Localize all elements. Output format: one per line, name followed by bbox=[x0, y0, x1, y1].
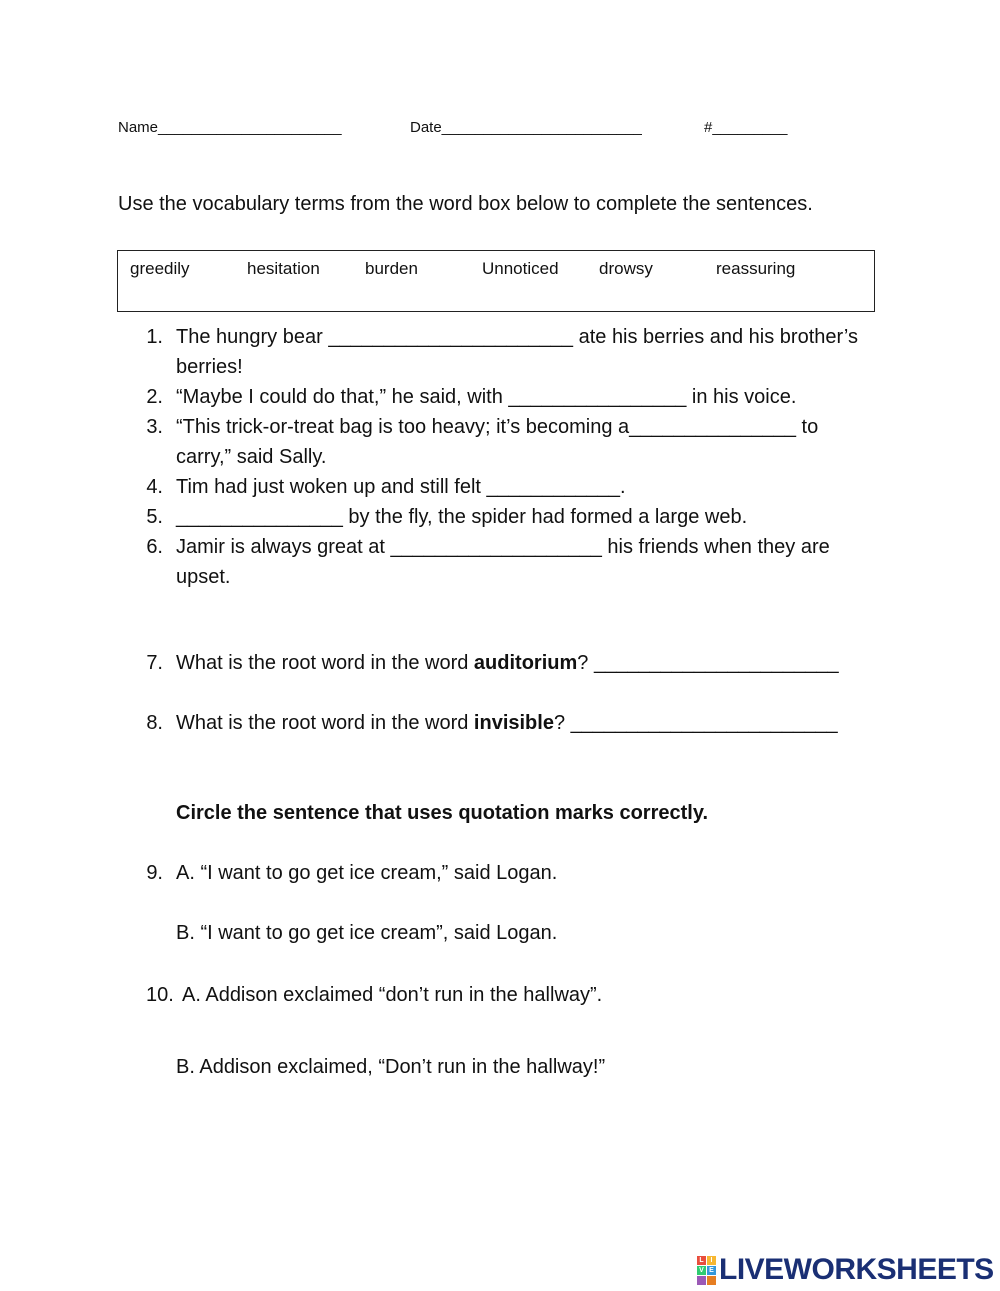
root-word: invisible bbox=[473, 712, 554, 734]
instructions: Use the vocabulary terms from the word box below to complete the sentences. bbox=[118, 193, 813, 215]
question-text: carry,” said Sally. bbox=[176, 446, 327, 468]
logo-blocks-icon: L I V E bbox=[697, 1256, 716, 1285]
option-b[interactable]: B. “I want to go get ice cream”, said Logan. bbox=[176, 922, 558, 944]
question-number: 6. bbox=[146, 536, 163, 558]
word-box-item: burden bbox=[365, 259, 418, 278]
option-b[interactable]: B. Addison exclaimed, “Don’t run in the hallway!” bbox=[176, 1056, 606, 1078]
date-field-label: Date________________________ bbox=[410, 119, 642, 136]
question-text: upset. bbox=[176, 566, 231, 588]
question-number: 7. bbox=[146, 652, 163, 674]
question-text: “Maybe I could do that,” he said, with ________________ in his voice. bbox=[176, 386, 797, 408]
word-box-item: reassuring bbox=[716, 259, 796, 278]
question-text: _______________ by the fly, the spider had formed a large web. bbox=[176, 506, 748, 528]
root-word: auditorium bbox=[473, 652, 578, 674]
number-field-label: #_________ bbox=[704, 119, 788, 136]
question-number: 8. bbox=[146, 712, 163, 734]
liveworksheets-logo bbox=[697, 1255, 994, 1285]
word-box bbox=[117, 250, 875, 312]
question-number: 9. bbox=[146, 862, 163, 884]
word-box-item: drowsy bbox=[599, 259, 653, 278]
question-text: What is the root word in the word invisible? ________________________ bbox=[176, 712, 838, 734]
question-text: “This trick-or-treat bag is too heavy; it’s becoming a_______________ to bbox=[176, 416, 819, 438]
question-number: 3. bbox=[146, 416, 163, 438]
question-text: What is the root word in the word auditorium? ______________________ bbox=[176, 652, 839, 674]
word-box-item: hesitation bbox=[247, 259, 320, 278]
option-a[interactable]: A. “I want to go get ice cream,” said Logan. bbox=[176, 862, 558, 884]
question-number: 5. bbox=[146, 506, 163, 528]
name-field-label: Name______________________ bbox=[118, 119, 342, 136]
section-heading: Circle the sentence that uses quotation marks correctly. bbox=[176, 802, 709, 824]
option-a[interactable]: A. Addison exclaimed “don’t run in the hallway”. bbox=[182, 984, 603, 1006]
question-number: 10. bbox=[146, 984, 174, 1006]
question-text: berries! bbox=[176, 356, 243, 378]
question-number: 2. bbox=[146, 386, 163, 408]
question-text: Tim had just woken up and still felt ____________. bbox=[176, 476, 626, 498]
question-text: The hungry bear ______________________ ate his berries and his brother’s bbox=[176, 326, 858, 348]
question-text: Jamir is always great at ___________________ his friends when they are bbox=[176, 536, 830, 558]
logo-text: LIVEWORKSHEETS bbox=[719, 1253, 994, 1286]
word-box-item: Unnoticed bbox=[482, 259, 559, 278]
question-number: 4. bbox=[146, 476, 163, 498]
question-number: 1. bbox=[146, 326, 163, 348]
word-box-item: greedily bbox=[130, 259, 190, 278]
